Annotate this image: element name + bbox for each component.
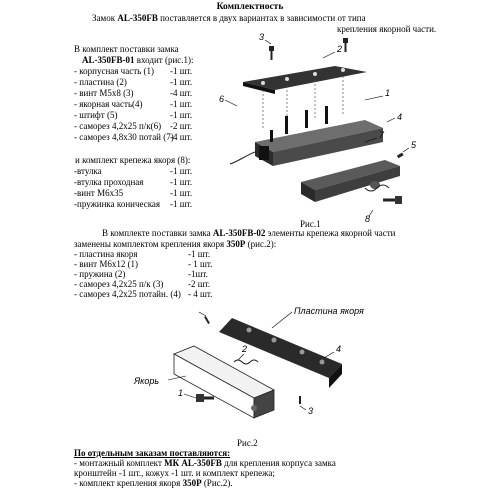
separate-text-4: (Рис.2). xyxy=(201,478,233,488)
cable-icon xyxy=(230,152,255,164)
anchor-plate xyxy=(301,160,400,202)
page-heading: Комплектность xyxy=(216,2,284,12)
kit1-model-suffix: входит (рис.1): xyxy=(134,55,194,65)
intro-line-2: крепления якорной части. xyxy=(337,24,437,34)
separate-model: МК AL-350FB xyxy=(164,458,222,468)
list-item-name: - корпусная часть (1) xyxy=(74,66,154,76)
list-item-qty: - 1 шт. xyxy=(188,259,213,269)
fig2-label-1: 1 xyxy=(178,388,184,398)
list-item-qty: -1 шт. xyxy=(170,177,193,187)
separate-line-3 xyxy=(74,478,233,488)
spring-icon xyxy=(234,360,258,364)
separate-model-2: 350Р xyxy=(182,478,202,488)
list-item-name: - штифт (5) xyxy=(74,110,118,120)
kit2-line-1 xyxy=(102,228,395,238)
fig2-label-3: 3 xyxy=(308,406,314,416)
kit2-model: AL-350FB-02 xyxy=(212,228,266,238)
list-item-qty: -1 шт. xyxy=(188,249,211,259)
list-item-qty: -4 шт. xyxy=(170,132,193,142)
kit2-text-2: элементы крепежа якорной части xyxy=(265,228,396,238)
kit1-heading: В комплект поставки замка xyxy=(74,44,179,54)
list-item-name: - саморез 4,2х25 потайн. (4) xyxy=(74,289,181,299)
list-item-name: - винт М5х8 (3) xyxy=(74,88,134,98)
list-item-qty: -1 шт. xyxy=(170,188,193,198)
list-item-qty: - 4 шт. xyxy=(188,289,213,299)
list-item-name: -втулка проходная xyxy=(74,177,144,187)
list-item-name: - саморез 4,8х30 потай (7) xyxy=(74,132,174,142)
fig2-label-anchor: Якорь xyxy=(134,376,160,386)
separate-heading: По отдельным заказам поставляются: xyxy=(74,448,231,458)
kit2-model-2: 350Р xyxy=(226,239,246,249)
plate-part xyxy=(243,66,367,90)
fig2-label-4: 4 xyxy=(336,344,342,354)
fig1-label-2: 2 xyxy=(337,44,343,54)
intro-text: Замок xyxy=(92,13,118,23)
list-item-name: - пружина (2) xyxy=(74,269,126,279)
fig1-label-4: 4 xyxy=(397,112,403,122)
pin-icon xyxy=(397,153,404,159)
list-item-name: - винт М6х12 (1) xyxy=(74,259,139,269)
list-item-name: -пружинка коническая xyxy=(74,199,161,209)
fig1-label-1: 1 xyxy=(385,88,391,98)
mounting-hardware-icon xyxy=(365,181,402,204)
list-item-qty: -1 шт. xyxy=(170,77,193,87)
figure-1-lock-diagram xyxy=(215,30,425,226)
list-item-qty: -2 шт. xyxy=(188,279,211,289)
fig1-label-5: 5 xyxy=(411,140,417,150)
list-item-name: -винт М6х35 xyxy=(74,188,124,198)
intro-line-1 xyxy=(92,13,366,23)
list-item-qty: -1шт. xyxy=(188,269,208,279)
kit1-model-line xyxy=(82,55,194,65)
list-item-name: -втулка xyxy=(74,166,102,176)
kit2-text-4: (рис.2): xyxy=(245,239,277,249)
fig2-caption: Рис.2 xyxy=(237,438,258,448)
fig1-label-8: 8 xyxy=(365,214,371,224)
list-item-qty: -2 шт. xyxy=(170,121,193,131)
separate-line-2: кронштейн -1 шт., кожух -1 шт. и комплект крепежа; xyxy=(74,468,275,478)
fig1-caption: Рис.1 xyxy=(300,219,321,229)
intro-model: AL-350FB xyxy=(117,13,158,23)
list-item-name: - саморез 4,2х25 п/к (3) xyxy=(74,279,164,289)
fig1-label-6: 6 xyxy=(219,94,225,104)
fig2-label-plate: Пластина якоря xyxy=(294,306,364,316)
fig2-label-2: 2 xyxy=(242,344,248,354)
list-item-name: - пластина (2) xyxy=(74,77,127,87)
lock-housing xyxy=(255,120,383,166)
anchor-bar xyxy=(174,346,274,418)
list-item-qty: -1 шт. xyxy=(170,166,193,176)
list-item-name: - саморез 4,2х25 п/к(6) xyxy=(74,121,162,131)
list-item-qty: -1 шт. xyxy=(170,199,193,209)
list-item-qty: -4 шт. xyxy=(170,88,193,98)
separate-text: - монтажный комплект xyxy=(74,458,165,468)
list-item-qty: -1 шт. xyxy=(170,66,193,76)
separate-text-2: для крепления корпуса замка xyxy=(221,458,336,468)
list-item-name: - пластина якоря xyxy=(74,249,138,259)
fig1-label-3: 3 xyxy=(259,32,265,42)
fig1-label-7: 7 xyxy=(379,130,385,140)
kit2-text-3: заменены комплектом крепления якоря xyxy=(74,239,227,249)
separate-line-1 xyxy=(74,458,336,468)
list-item-qty: -1 шт. xyxy=(170,110,193,120)
list-item-name: - якорная часть(4) xyxy=(74,99,143,109)
kit2-text: В комплекте поставки замка xyxy=(102,228,213,238)
mount1-heading: и комплект крепежа якоря (8): xyxy=(75,155,191,165)
figure-2-anchor-diagram xyxy=(124,292,374,440)
separate-text-3: - комплект крепления якоря xyxy=(74,478,183,488)
kit1-model: AL-350FB-01 xyxy=(82,55,135,65)
intro-text-2: поставляется в двух вариантах в зависимости от типа xyxy=(157,13,366,23)
kit2-line-2 xyxy=(74,239,276,249)
list-item-qty: -1 шт. xyxy=(170,99,193,109)
